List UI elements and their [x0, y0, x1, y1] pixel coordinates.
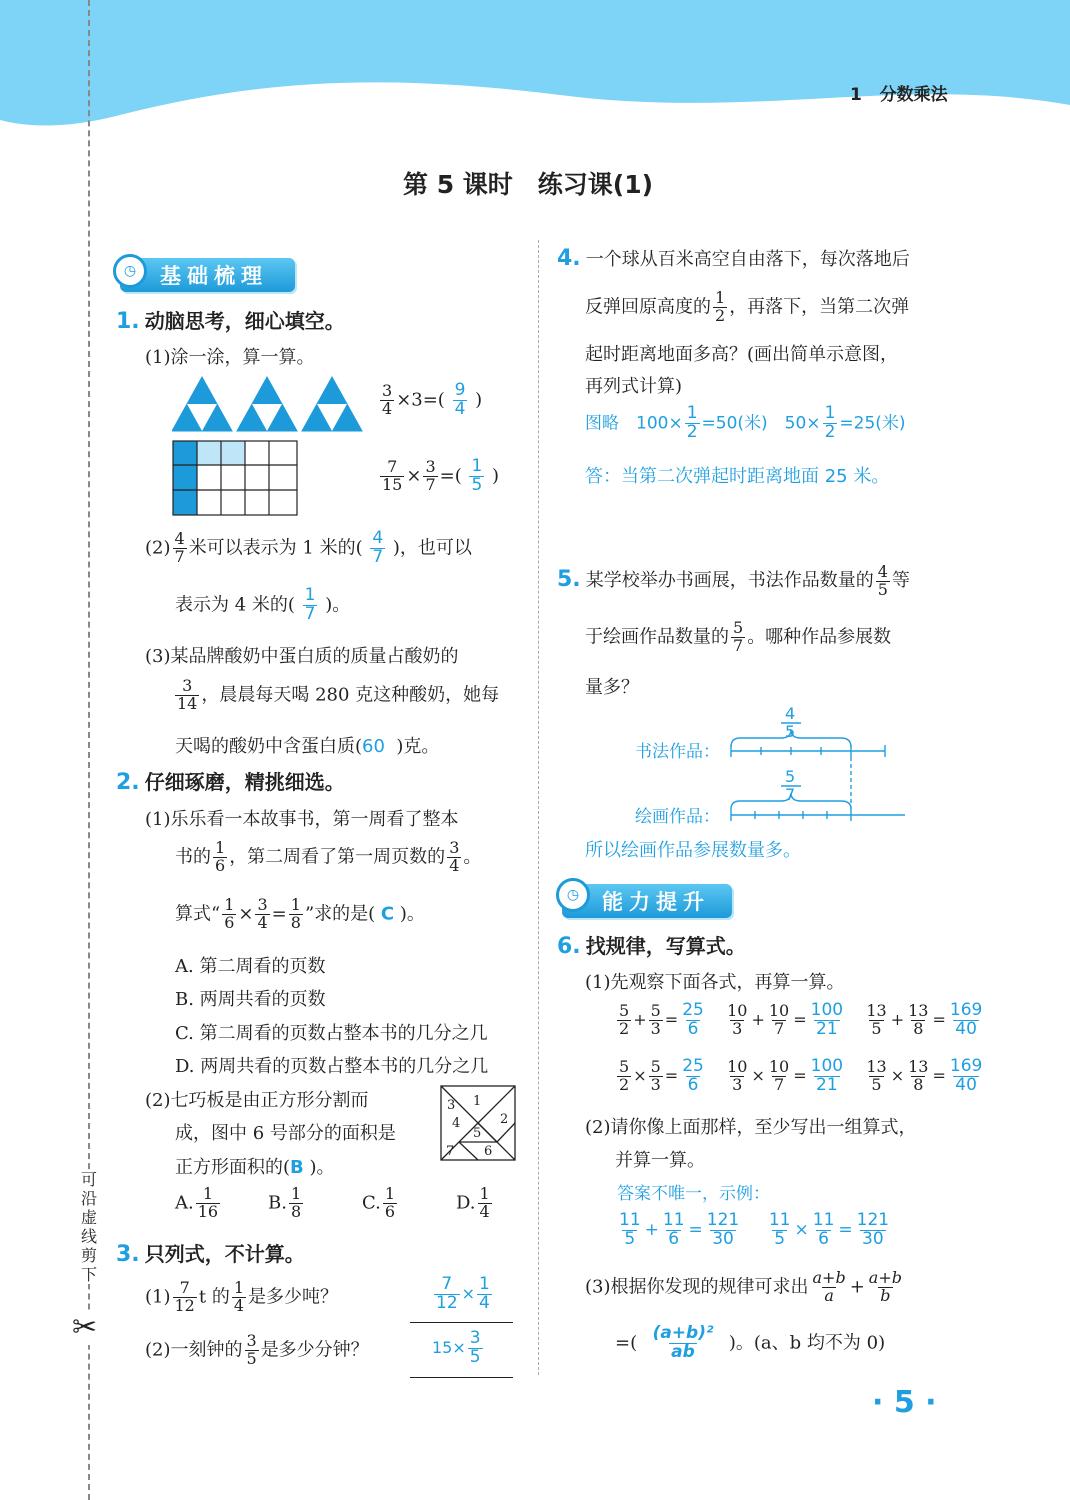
q3-heading: 3. 只列式，不计算。	[116, 1242, 305, 1267]
tangram-label-2: 2	[500, 1112, 509, 1127]
q6-add-eq-2: $\frac{10}{3}$ + $\frac{10}{7}$ = $\frac{100}{21}$	[727, 1000, 844, 1039]
q3-answer-line-2	[410, 1377, 513, 1378]
q2-p1-line2: 书的 $\frac{1}{6}$ ，第二周看了第一周页数的 $\frac{3}{4}$ 。	[175, 838, 482, 875]
column-divider	[538, 240, 539, 1375]
q2-option-d: D. 两周共看的页数占整本书的几分之几	[175, 1056, 489, 1077]
q1-heading: 1. 动脑思考，细心填空。	[116, 309, 345, 334]
diagram-row2-label: 绘画作品：	[635, 807, 720, 827]
q6-p2-line2: 并算一算。	[615, 1150, 705, 1171]
q2-p2-line3: 正方形面积的(B )。	[175, 1157, 335, 1178]
q4-line3: 起时距离地面多高？(画出简单示意图，	[585, 344, 899, 365]
q1-p1-label: (1)涂一涂，算一算。	[145, 347, 315, 368]
q6-mul-eq-2: $\frac{10}{3}$ × $\frac{10}{7}$ = $\frac{100}{21}$	[727, 1056, 844, 1095]
q6-p2-examples	[615, 1212, 893, 1249]
triangle-figure	[172, 375, 367, 435]
q2-option-c: C. 第二周看的页数占整本书的几分之几	[175, 1023, 488, 1044]
q2-p2-option-b: B. $\frac{1}{8}$	[268, 1184, 302, 1221]
q6-row-add	[615, 1002, 986, 1039]
q1-p3-line2: $\frac{3}{14}$ ，晨晨每天喝 280 克这种酸奶，她每	[177, 676, 500, 713]
q2-p2-option-d: D. $\frac{1}{4}$	[456, 1184, 490, 1221]
tangram-label-4: 4	[452, 1116, 461, 1131]
q2-option-a: A. 第二周看的页数	[175, 956, 326, 977]
q5-diagram	[635, 702, 915, 830]
q6-p3-line2: =( $\frac{\text{(a+b)²}}{ab}$ )。(a、b 均不为 0)	[615, 1323, 886, 1362]
q2-p2-option-a: A. $\frac{1}{16}$	[175, 1184, 219, 1221]
q2-p1-line3: 算式“ $\frac{1}{6}$ × $\frac{3}{4}$ = $\frac{1}{8}$ ”求的是( C )。	[175, 895, 425, 932]
q1-eq2: $\frac{7}{15}$ × $\frac{3}{7}$ =( $\frac{1}{5}$ )	[382, 456, 500, 495]
q5-answer: 所以绘画作品参展数量多。	[585, 840, 801, 861]
q6-mul-eq-1: $\frac{5}{2}$ × $\frac{5}{3}$ = $\frac{25}{6}$	[619, 1056, 704, 1095]
q6-p2-answer-label: 答案不唯一，示例：	[617, 1184, 770, 1204]
banner-advanced: 能力提升	[562, 884, 732, 918]
q5-line2: 于绘画作品数量的 $\frac{5}{7}$ 。哪种作品参展数	[585, 618, 892, 655]
q4-answer-line2: 答：当第二次弹起时距离地面 25 米。	[585, 466, 890, 487]
q1-p2-line1: (2) $\frac{4}{7}$ 米可以表示为 1 米的( $\frac{4}{7}$ )，也可以	[145, 528, 472, 567]
q2-p2-option-c: C. $\frac{1}{6}$	[362, 1184, 396, 1221]
q4-line2: 反弹回原高度的 $\frac{1}{2}$ ，再落下，当第二次弹	[585, 288, 910, 325]
scissors-icon: ✂	[72, 1310, 98, 1345]
q3-answer-line-1	[410, 1322, 513, 1323]
tangram-figure	[440, 1085, 516, 1161]
chapter-header: 1 分数乘法	[850, 85, 948, 105]
q3-p1: (1) $\frac{7}{12}$ t 的 $\frac{1}{4}$ 是多少吨？	[145, 1278, 339, 1315]
diagram-b2-d: 7	[785, 785, 796, 804]
q6-p3-line1: (3)根据你发现的规律可求出 $\frac{a+b}{a}$ + $\frac{a+b}{b}$	[585, 1268, 902, 1305]
diagram-row1-label: 书法作品：	[635, 742, 720, 762]
q4-line4: 再列式计算)	[585, 376, 683, 397]
q2-p2-line1: (2)七巧板是由正方形分割而	[145, 1090, 369, 1111]
q1-p2-line2: 表示为 4 米的( $\frac{1}{7}$ )。	[175, 585, 351, 624]
q2-p1-line1: (1)乐乐看一本故事书，第一周看了整本	[145, 809, 459, 830]
q6-example-1: $\frac{11}{5}$ + $\frac{11}{6}$ = $\frac{121}{30}$	[619, 1210, 740, 1249]
q6-p1-label: (1)先观察下面各式，再算一算。	[585, 972, 845, 993]
tangram-label-3: 3	[447, 1098, 456, 1113]
tangram-label-7: 7	[446, 1144, 455, 1159]
q6-example-2: $\frac{11}{5}$ × $\frac{11}{6}$ = $\frac{121}{30}$	[768, 1210, 890, 1249]
clock-icon-2: ◷	[556, 878, 590, 912]
q1-p3-line3: 天喝的酸奶中含蛋白质(60 )克。	[175, 736, 440, 757]
q6-add-eq-1: $\frac{5}{2}$ + $\frac{5}{3}$ = $\frac{25}{6}$	[619, 1000, 704, 1039]
q6-mul-eq-3: $\frac{13}{5}$ × $\frac{13}{8}$ = $\frac{169}{40}$	[866, 1056, 983, 1095]
q2-p2-line2: 成，图中 6 号部分的面积是	[175, 1123, 396, 1144]
diagram-b1-d: 5	[785, 722, 796, 741]
q2-option-b: B. 两周共看的页数	[175, 989, 326, 1010]
q4-line1: 4. 一个球从百米高空自由落下，每次落地后	[557, 246, 910, 271]
cut-label: 可沿虚线剪下	[80, 1170, 97, 1284]
tangram-label-6: 6	[484, 1144, 493, 1159]
q1-eq1: $\frac{3}{4}$ ×3=( $\frac{9}{4}$ )	[382, 380, 483, 419]
q6-row-mul	[615, 1058, 986, 1095]
lesson-title: 第 5 课时 练习课(1)	[403, 170, 654, 199]
q3-p2: (2)一刻钟的 $\frac{3}{5}$ 是多少分钟？	[145, 1331, 369, 1368]
banner-basic: 基础梳理	[120, 258, 295, 292]
q4-answer-line1: 图略 100× $\frac{1}{2}$ =50(米) 50× $\frac{1}{2}$ =25(米)	[585, 403, 906, 442]
page-number: · 5 ·	[872, 1385, 937, 1420]
q3-p1-answer: $\frac{7}{12}$ × $\frac{1}{4}$	[436, 1274, 490, 1313]
clock-icon: ◷	[113, 254, 147, 288]
q2-heading: 2. 仔细琢磨，精挑细选。	[116, 770, 345, 795]
q3-p2-answer: 15× $\frac{3}{5}$	[432, 1328, 481, 1367]
q6-p2-line1: (2)请你像上面那样，至少写出一组算式，	[585, 1117, 917, 1138]
q1-p3-line1: (3)某品牌酸奶中蛋白质的质量占酸奶的	[145, 646, 459, 667]
q6-add-eq-3: $\frac{13}{5}$ + $\frac{13}{8}$ = $\frac{169}{40}$	[866, 1000, 983, 1039]
header-wave	[0, 0, 1070, 135]
q5-line3: 量多？	[585, 677, 639, 698]
diagram-b2-n: 5	[785, 767, 796, 786]
q5-line1: 5. 某学校举办书画展，书法作品数量的 $\frac{4}{5}$ 等	[557, 562, 910, 599]
q6-heading: 6. 找规律，写算式。	[557, 934, 746, 959]
grid-figure	[172, 440, 298, 516]
tangram-label-5: 5	[473, 1126, 482, 1141]
diagram-b1-n: 4	[785, 704, 796, 723]
tangram-label-1: 1	[473, 1094, 482, 1109]
